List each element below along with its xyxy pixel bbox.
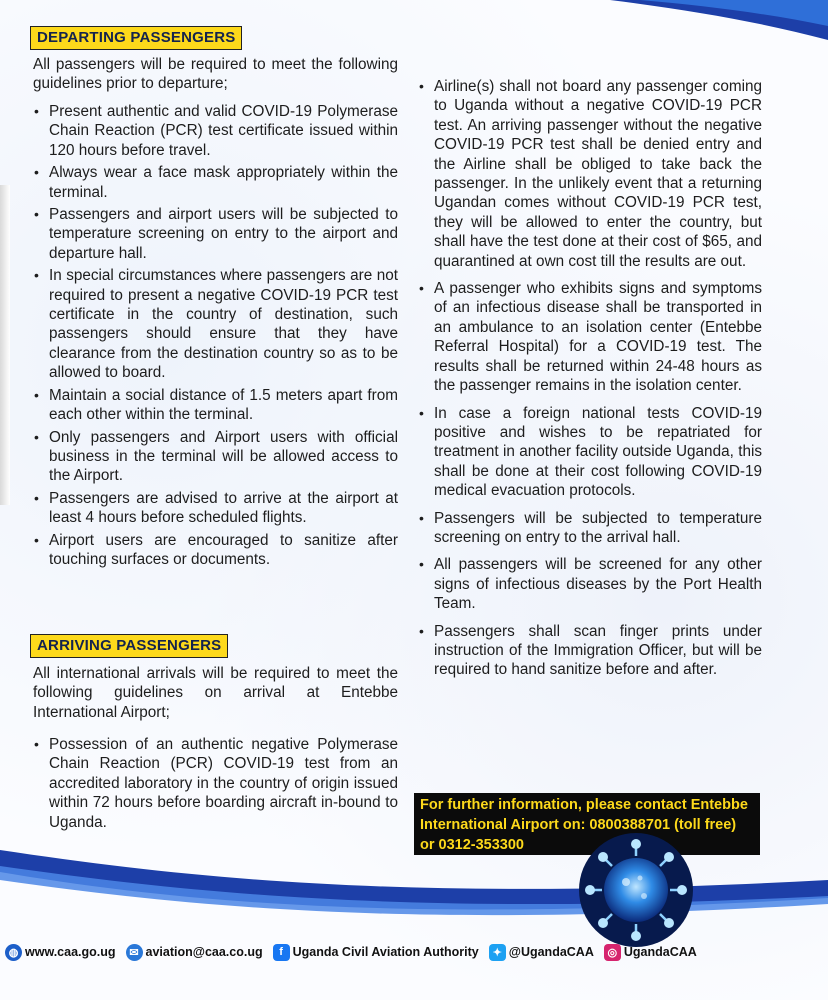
footer-twitter-link[interactable]: ✦ @UgandaCAA — [489, 944, 594, 961]
instagram-icon: ◎ — [604, 944, 621, 961]
arriving-intro: All international arrivals will be required to meet the following guidelines on arrival at Entebbe International Airport; — [33, 665, 398, 721]
arriving-guideline: • Passengers will be subjected to temperature screening on entry to the arrival hall. — [419, 509, 762, 546]
departing-guideline: • Passengers are advised to arrive at the airport at least 4 hours before scheduled flights. — [34, 489, 398, 527]
departing-guideline: • Maintain a social distance of 1.5 meters apart from each other within the terminal. — [34, 386, 398, 424]
bottom-wave-decoration — [0, 840, 828, 930]
footer-facebook-link[interactable]: f Uganda Civil Aviation Authority — [273, 944, 479, 961]
departing-intro: All passengers will be required to meet the following guidelines prior to departure; — [33, 56, 398, 93]
coronavirus-icon — [578, 832, 694, 948]
arriving-guidelines-list-left — [33, 735, 398, 835]
arriving-guideline: • Airline(s) shall not board any passenger coming to Uganda without a negative COVID-19 PCR test. An arriving passenger without the negative COVID-19 PCR test shall be denied entry and the Airline shall be obliged to take back the passenger. In the unlikely event that a returning Ugandan comes without COVID-19 PCR test, they will be allowed to enter the country, but shall have the test done at their cost of $65, and quarantined at own cost till the results are out. — [419, 78, 762, 270]
departing-guideline: • Passengers and airport users will be subjected to temperature screening on entry to the airport and departure hall. — [34, 206, 398, 262]
arriving-guideline: • All passengers will be screened for any other signs of infectious diseases by the Port Health Team. — [419, 556, 762, 613]
arriving-guideline: • Possession of an authentic negative Polymerase Chain Reaction (PCR) COVID-19 test from an accredited laboratory in the country of origin issued within 72 hours before boarding aircraft in-bound to Uganda. — [34, 736, 398, 831]
departing-guideline: • Present authentic and valid COVID-19 Polymerase Chain Reaction (PCR) test certificate issued within 120 hours before travel. — [34, 103, 398, 159]
email-icon: ✉ — [126, 944, 143, 961]
globe-icon: ◍ — [5, 944, 22, 961]
arriving-heading: ARRIVING PASSENGERS — [30, 634, 228, 658]
departing-guidelines-list — [33, 102, 398, 572]
footer-instagram-link[interactable]: ◎ UgandaCAA — [604, 944, 697, 961]
page-fold-shadow — [0, 185, 10, 505]
facebook-icon: f — [273, 944, 290, 961]
departing-guideline: • Only passengers and Airport users with official business in the terminal will be allowed access to the Airport. — [34, 428, 398, 485]
arriving-guideline: • Passengers shall scan finger prints under instruction of the Immigration Officer, but will be required to hand sanitize before and after. — [419, 622, 762, 679]
arriving-guidelines-list-right — [418, 77, 762, 688]
departing-guideline: • In special circumstances where passengers are not required to present a negative COVID-19 PCR test certificate in the country of destination, such passengers should ensure that they have clearance from the destination country so as to be allowed to board. — [34, 267, 398, 382]
footer-email-link[interactable]: ✉ aviation@caa.co.ug — [126, 944, 263, 961]
footer-website-link[interactable]: ◍ www.caa.go.ug — [5, 944, 116, 961]
arriving-guideline: • In case a foreign national tests COVID-19 positive and wishes to be repatriated for treatment in another facility outside Uganda, this shall be done at their cost following COVID-19 medical evacuation protocols. — [419, 404, 762, 500]
footer-contact-bar — [0, 938, 828, 966]
arriving-guideline: • A passenger who exhibits signs and symptoms of an infectious disease shall be transported in an ambulance to an isolation center (Entebbe Referral Hospital) for a COVID-19 test. The results shall be returned within 24-48 hours as the passenger remains in the isolation center. — [419, 280, 762, 395]
departing-heading: DEPARTING PASSENGERS — [30, 26, 242, 50]
departing-guideline: • Always wear a face mask appropriately within the terminal. — [34, 164, 398, 201]
departing-guideline: • Airport users are encouraged to sanitize after touching surfaces or documents. — [34, 531, 398, 568]
contact-info-box: For further information, please contact Entebbe International Airport on: 0800388701 (toll free) or 0312-353300 — [414, 793, 760, 855]
twitter-icon: ✦ — [489, 944, 506, 961]
